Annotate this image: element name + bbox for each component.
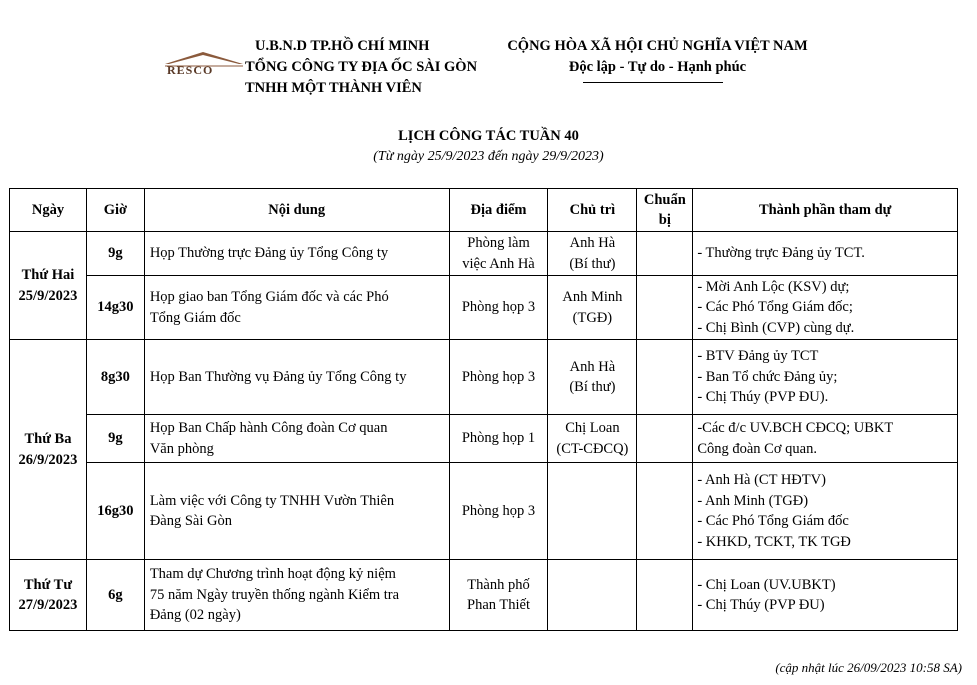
prep-cell — [637, 276, 693, 340]
prep-cell — [637, 340, 693, 415]
place-cell: Phòng làm việc Anh Hà — [449, 232, 548, 276]
schedule-table — [9, 188, 958, 631]
attendees-cell: - Anh Hà (CT HĐTV) - Anh Minh (TGĐ) - Các Phó Tổng Giám đốc - KHKD, TCKT, TK TGĐ — [693, 463, 958, 560]
place-cell: Phòng họp 3 — [449, 340, 548, 415]
header-content: Nội dung — [144, 189, 449, 232]
header-chair: Chủ trì — [548, 189, 637, 232]
chair-cell — [548, 463, 637, 560]
org-line-3: TNHH MỘT THÀNH VIÊN — [245, 80, 422, 96]
update-timestamp: (cập nhật lúc 26/09/2023 10:58 SA) — [775, 660, 962, 675]
org-line-2: TỔNG CÔNG TY ĐỊA ỐC SÀI GÒN — [245, 59, 478, 75]
time-cell: 16g30 — [86, 463, 144, 560]
chair-cell — [548, 560, 637, 631]
content-cell: Họp giao ban Tổng Giám đốc và các Phó Tổng Giám đốc — [144, 276, 449, 340]
time-cell: 14g30 — [86, 276, 144, 340]
motto-underline — [583, 82, 723, 83]
attendees-cell: - BTV Đảng ủy TCT - Ban Tổ chức Đảng ủy; - Chị Thúy (PVP ĐU). — [693, 340, 958, 415]
time-cell: 9g — [86, 232, 144, 276]
time-cell: 9g — [86, 415, 144, 463]
page-title: LỊCH CÔNG TÁC TUẦN 40 — [398, 128, 579, 144]
content-cell: Làm việc với Công ty TNHH Vườn Thiên Đàng Sài Gòn — [144, 463, 449, 560]
attendees-cell: - Mời Anh Lộc (KSV) dự; - Các Phó Tổng Giám đốc; - Chị Bình (CVP) cùng dự. — [693, 276, 958, 340]
header-place: Địa điểm — [449, 189, 548, 232]
content-cell: Họp Ban Chấp hành Công đoàn Cơ quan Văn phòng — [144, 415, 449, 463]
header-attendees: Thành phần tham dự — [693, 189, 958, 232]
table-header-row — [10, 189, 958, 232]
national-header — [490, 36, 825, 78]
place-cell: Phòng họp 3 — [449, 463, 548, 560]
place-cell: Phòng họp 1 — [449, 415, 548, 463]
prep-cell — [637, 560, 693, 631]
header-prep: Chuẩn bị — [637, 189, 693, 232]
chair-cell: Anh Hà (Bí thư) — [548, 232, 637, 276]
chair-cell: Chị Loan (CT-CĐCQ) — [548, 415, 637, 463]
place-cell: Thành phố Phan Thiết — [449, 560, 548, 631]
place-cell: Phòng họp 3 — [449, 276, 548, 340]
prep-cell — [637, 232, 693, 276]
attendees-cell: -Các đ/c UV.BCH CĐCQ; UBKT Công đoàn Cơ quan. — [693, 415, 958, 463]
day-cell: Thứ Ba 26/9/2023 — [10, 340, 87, 560]
header-time: Giờ — [86, 189, 144, 232]
day-cell: Thứ Hai 25/9/2023 — [10, 232, 87, 340]
content-cell: Tham dự Chương trình hoạt động kỷ niệm 75 năm Ngày truyền thống ngành Kiểm tra Đảng (02 ngày) — [144, 560, 449, 631]
table-row — [10, 340, 958, 415]
org-line-1: U.B.N.D TP.HỒ CHÍ MINH — [255, 38, 430, 54]
time-cell: 8g30 — [86, 340, 144, 415]
page-subtitle: (Từ ngày 25/9/2023 đến ngày 29/9/2023) — [373, 149, 604, 164]
organization-header — [245, 36, 485, 99]
logo-text: RESCO — [167, 63, 214, 77]
content-cell: Họp Thường trực Đảng ủy Tổng Công ty — [144, 232, 449, 276]
day-cell: Thứ Tư 27/9/2023 — [10, 560, 87, 631]
table-row — [10, 560, 958, 631]
resco-logo — [163, 50, 245, 80]
national-motto: Độc lập - Tự do - Hạnh phúc — [568, 59, 747, 75]
chair-cell: Anh Hà (Bí thư) — [548, 340, 637, 415]
prep-cell — [637, 463, 693, 560]
attendees-cell: - Chị Loan (UV.UBKT) - Chị Thúy (PVP ĐU) — [693, 560, 958, 631]
time-cell: 6g — [86, 560, 144, 631]
table-row — [10, 232, 958, 276]
national-line-1: CỘNG HÒA XÃ HỘI CHỦ NGHĨA VIỆT NAM — [507, 38, 808, 54]
content-cell: Họp Ban Thường vụ Đảng ủy Tổng Công ty — [144, 340, 449, 415]
table-row — [10, 276, 958, 340]
chair-cell: Anh Minh (TGĐ) — [548, 276, 637, 340]
table-row — [10, 463, 958, 560]
table-row — [10, 415, 958, 463]
attendees-cell: - Thường trực Đảng ủy TCT. — [693, 232, 958, 276]
prep-cell — [637, 415, 693, 463]
header-day: Ngày — [10, 189, 87, 232]
